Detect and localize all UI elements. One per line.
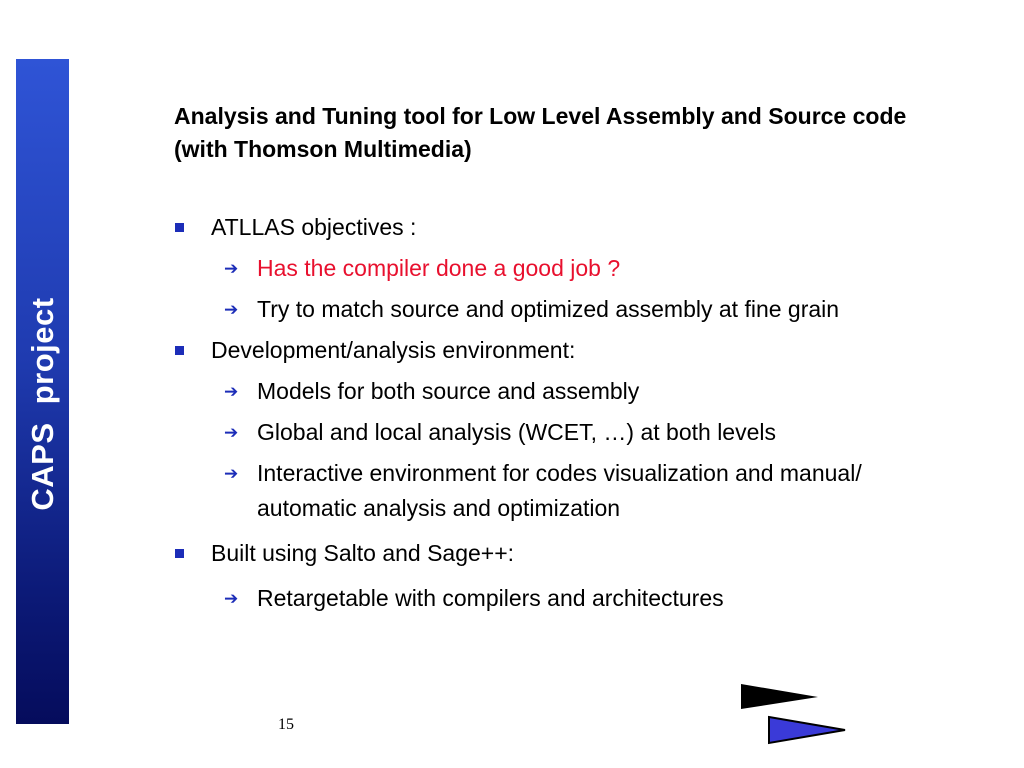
sub-bullet-text: Global and local analysis (WCET, …) at both levels [257,419,776,445]
arrow-bullet-icon: ➔ [224,300,239,319]
arrow-bullet-icon: ➔ [224,423,239,442]
sub-bullet-item [174,292,954,327]
sub-bullet-text: Retargetable with compilers and architectures [257,585,724,611]
bullet-item [174,333,954,368]
arrow-bullet-icon: ➔ [224,382,239,401]
bullet-text: ATLLAS objectives : [211,214,417,240]
square-bullet-icon [175,346,184,355]
sub-bullet-item [174,456,954,526]
slide-title: Analysis and Tuning tool for Low Level Assembly and Source code (with Thomson Multimedia) [174,103,907,162]
sub-bullet-item [174,374,954,409]
page-number: 15 [278,716,294,733]
square-bullet-icon [175,549,184,558]
sub-bullet-text: Models for both source and assembly [257,378,640,404]
square-bullet-icon [175,223,184,232]
bullet-item [174,536,954,571]
sub-bullet-item [174,581,954,616]
black-pennant-icon[interactable] [740,683,820,711]
sidebar-label: CAPS project [25,297,60,511]
bullet-text: Built using Salto and Sage++: [211,540,515,566]
sub-bullet-text: Try to match source and optimized assembly at fine grain [257,296,840,322]
sub-bullet-item [174,251,954,286]
sub-bullet-text: Interactive environment for codes visualization and manual/ automatic analysis and optimization [257,460,862,521]
arrow-bullet-icon: ➔ [224,464,239,483]
arrow-bullet-icon: ➔ [224,589,239,608]
sub-bullet-text: Has the compiler done a good job ? [257,255,621,281]
arrow-bullet-icon: ➔ [224,259,239,278]
bullet-text: Development/analysis environment: [211,337,576,363]
bullet-item [174,210,954,245]
sub-bullet-item [174,415,954,450]
bullet-list [174,210,954,616]
blue-pennant-icon[interactable] [767,715,849,745]
